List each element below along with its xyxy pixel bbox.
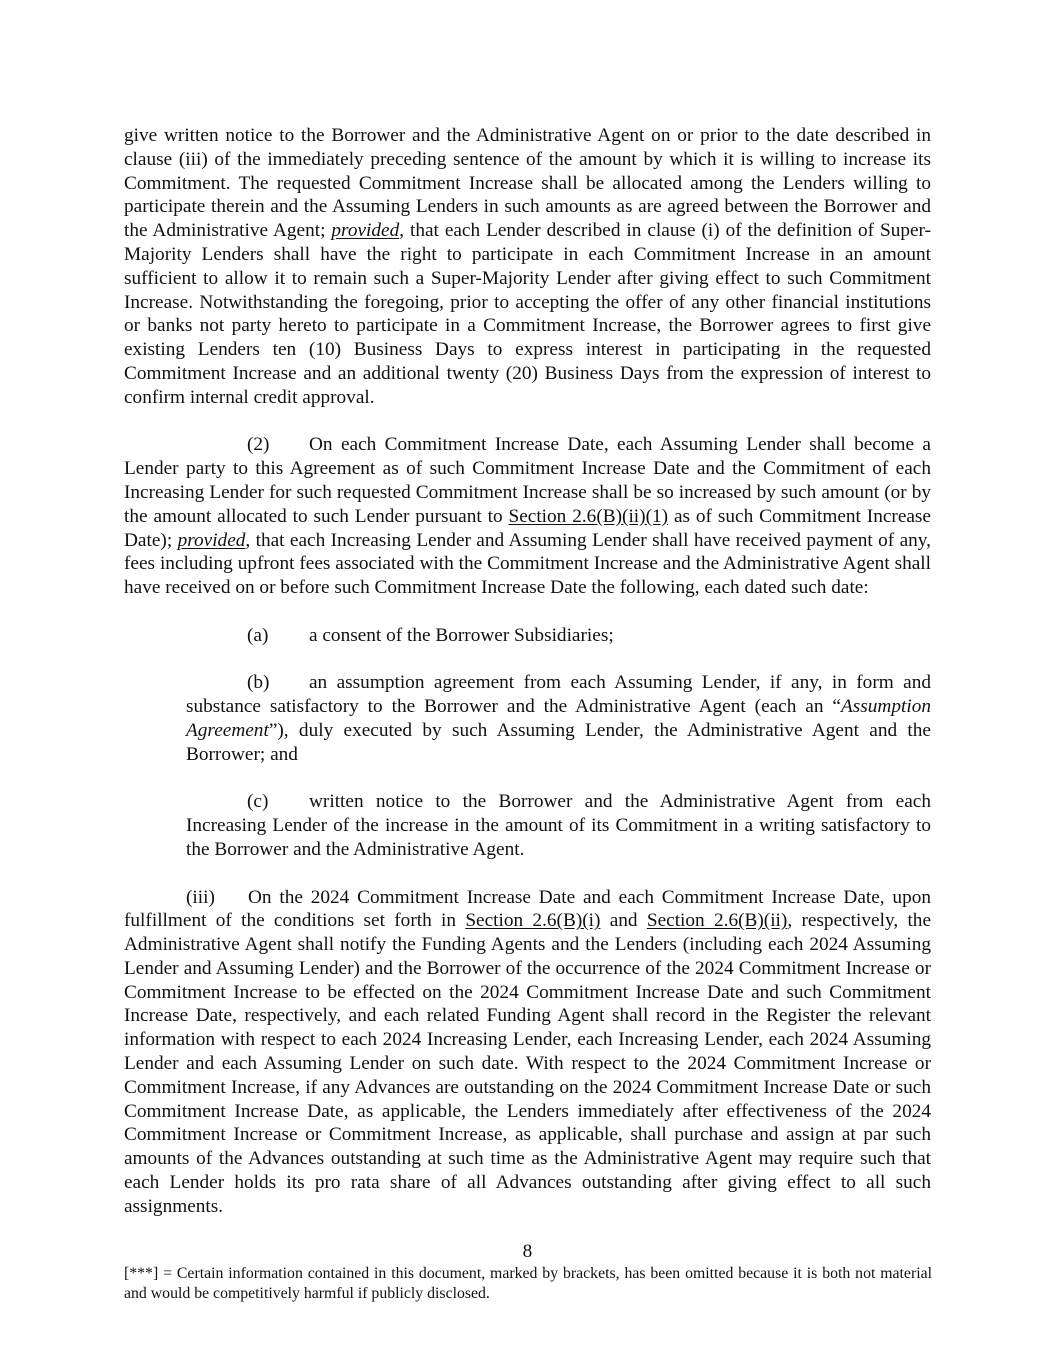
defined-term: Assumption Agreement (186, 696, 931, 741)
paragraph-number: (iii) (186, 886, 215, 908)
item-number: (c) (247, 791, 269, 813)
section-reference-link: Section 2.6(B)(ii)(1) (508, 505, 669, 527)
paragraph-number: (2) (247, 434, 270, 456)
section-reference-link: Section 2.6(B)(ii) (646, 910, 788, 932)
provided-term: provided (177, 529, 246, 551)
paragraph-commitment-allocation: give written notice to the Borrower and the Administrative Agent on or prior to the date described in clause (iii) of the immediately preceding sentence of the amount by which it is willing to increase its Commitment. The requested Commitment Increase shall be allocated among the Lenders willing to participate therein and the Assuming Lenders in such amounts as are agreed between the Borrower and the Administrative Agent; provided, that each Lender described in clause (i) of the definition of Super-Majority Lenders shall have the right to participate in each Commitment Increase in an amount sufficient to allow it to remain such a Super-Majority Lender after giving effect to such Commitment Increase. Notwithstanding the foregoing, prior to accepting the offer of any other financial institutions or banks not party hereto to participate in a Commitment Increase, the Borrower agrees to first give existing Lenders ten (10) Business Days to express interest in participating in the requested Commitment Increase and an additional twenty (20) Business Days from the expression of interest to confirm internal credit approval. (124, 125, 931, 408)
item-number: (b) (247, 672, 270, 694)
item-number: (a) (247, 624, 269, 646)
section-reference-link: Section 2.6(B)(i) (465, 910, 601, 932)
paragraph-2-commitment-increase-date: (2) On each Commitment Increase Date, each Assuming Lender shall become a Lender party to this Agreement as of such Commitment Increase Date and the Commitment of each Increasing Lender for such requested Commitment Increase shall be so increased by such amount (or by the amount allocated to such Lender pursuant to Section 2.6(B)(ii)(1) as of such Commitment Increase Date); provided, that each Increasing Lender and Assuming Lender shall have received payment of any, fees including upfront fees associated with the Commitment Increase and the Administrative Agent shall have received on or before such Commitment Increase Date the following, each dated such date: (124, 434, 931, 599)
provided-term: provided (331, 220, 400, 242)
footnote-redaction-notice: [***] = Certain information contained in this document, marked by brackets, has been omitted because it is both not material and would be competitively harmful if publicly disclosed. (124, 1265, 932, 1302)
list-item-b: (b) an assumption agreement from each Assuming Lender, if any, in form and substance satisfactory to the Borrower and the Administrative Agent (each an “Assumption Agreement”), duly executed by such Assuming Lender, the Administrative Agent and the Borrower; and (186, 672, 931, 765)
document-page (124, 124, 931, 1219)
page-number: 8 (522, 1241, 533, 1262)
list-item-c: (c) written notice to the Borrower and the Administrative Agent from each Increasing Lender of the increase in the amount of its Commitment in a writing satisfactory to the Borrower and the Administrative Agent. (186, 791, 931, 860)
list-item-a: (a) a consent of the Borrower Subsidiaries; (247, 624, 614, 646)
paragraph-iii-notification: (iii) On the 2024 Commitment Increase Date and each Commitment Increase Date, upon fulfillment of the conditions set forth in Section 2.6(B)(i) and Section 2.6(B)(ii), respectively, the Administrative Agent shall notify the Funding Agents and the Lenders (including each 2024 Assuming Lender and Assuming Lender) and the Borrower of the occurrence of the 2024 Commitment Increase or Commitment Increase to be effected on the 2024 Commitment Increase Date and such Commitment Increase Date, respectively, and each related Funding Agent shall record in the Register the relevant information with respect to each 2024 Increasing Lender, each Increasing Lender, each 2024 Assuming Lender and each Assuming Lender on such date. With respect to the 2024 Commitment Increase or Commitment Increase, if any Advances are outstanding on the 2024 Commitment Increase Date or such Commitment Increase Date, as applicable, the Lenders immediately after effectiveness of the 2024 Commitment Increase or Commitment Increase, as applicable, shall purchase and assign at par such amounts of the Advances outstanding at such time as the Administrative Agent may require such that each Lender holds its pro rata share of all Advances outstanding after giving effect to all such assignments. (124, 886, 932, 1217)
